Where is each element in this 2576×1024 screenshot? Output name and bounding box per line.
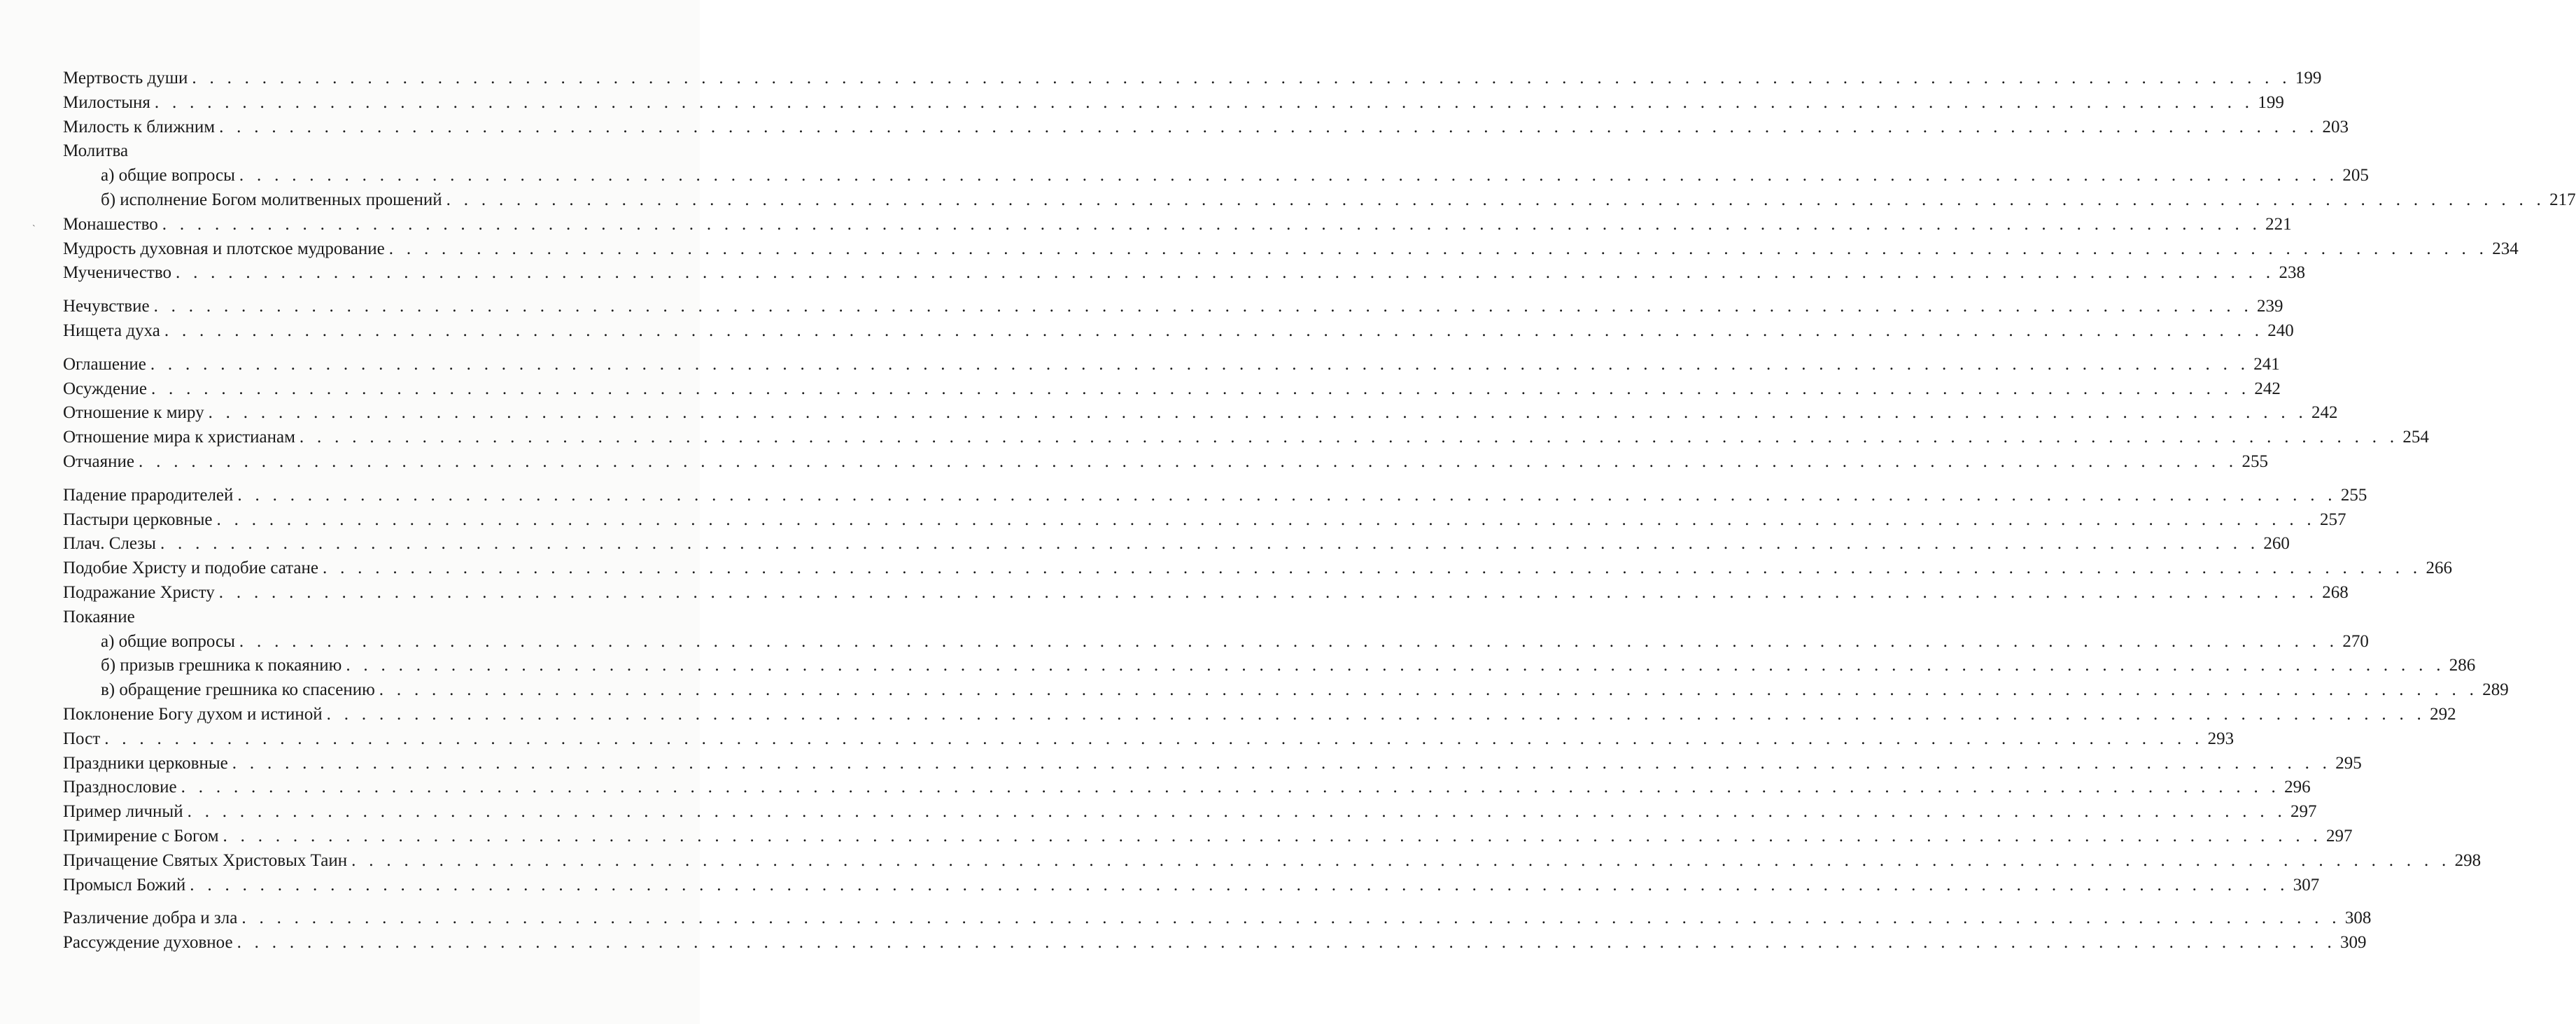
toc-entry-title: Мертвость души [63, 69, 188, 87]
toc-entry [63, 776, 2311, 800]
dot-leader: . . . . . . . . . . . . . . . . . . . . . . . . . . . . . . . . . . . . . . . . . . . . . . . . . . . . . . . . . . . . . . . . . . . . . . . . . . . . . . . . . . . . . . . . . . . . . . . . . . . . . . . . . . . . . . . . . . . . . . . . [239, 631, 2339, 651]
toc-entry [63, 377, 2281, 402]
toc-page-number: 295 [2335, 753, 2362, 773]
toc-entry-title: Поклонение Богу духом и истиной [63, 704, 323, 724]
toc-entry [63, 906, 2372, 931]
toc-entry-title: Пастыри церковные [63, 510, 213, 529]
toc-entry [63, 849, 2482, 874]
dot-leader: . . . . . . . . . . . . . . . . . . . . . . . . . . . . . . . . . . . . . . . . . . . . . . . . . . . . . . . . . . . . . . . . . . . . . . . . . . . . . . . . . . . . . . . . . . . . . . . . . . . . . . . . . . . . . . . . . . . . . . . . [216, 510, 2316, 529]
dot-leader: . . . . . . . . . . . . . . . . . . . . . . . . . . . . . . . . . . . . . . . . . . . . . . . . . . . . . . . . . . . . . . . . . . . . . . . . . . . . . . . . . . . . . . . . . . . . . . . . . . . . . . . . . . . . . . . . . . . . . . . . [104, 729, 2204, 748]
toc-entry-title: Осуждение [63, 379, 147, 398]
toc-entry-title: Примирение с Богом [63, 826, 219, 846]
toc-entry [63, 261, 2305, 286]
toc-entry [63, 295, 2283, 319]
toc-entry-title: Пример личный [63, 802, 183, 822]
toc-entry [63, 605, 631, 630]
toc-entry-title: Рассуждение духовное [63, 933, 233, 953]
toc-entry-title: Промысл Божий [63, 875, 186, 895]
toc-page-number: 270 [2342, 631, 2369, 651]
toc-entry-title: Праздники церковные [63, 753, 228, 773]
toc-group [63, 906, 2372, 955]
toc-entry [63, 426, 2429, 450]
toc-page-number: 203 [2322, 117, 2349, 136]
toc-entry-title: а) общие вопросы [101, 631, 235, 651]
dot-leader: . . . . . . . . . . . . . . . . . . . . . . . . . . . . . . . . . . . . . . . . . . . . . . . . . . . . . . . . . . . . . . . . . . . . . . . . . . . . . . . . . . . . . . . . . . . . . . . . . . . . . . . . . . . . . . . . . . . . . . . . [326, 704, 2426, 724]
toc-entry-title: Милостыня [63, 92, 150, 112]
toc-entry [63, 91, 2284, 115]
dot-leader: . . . . . . . . . . . . . . . . . . . . . . . . . . . . . . . . . . . . . . . . . . . . . . . . . . . . . . . . . . . . . . . . . . . . . . . . . . . . . . . . . . . . . . . . . . . . . . . . . . . . . . . . . . . . . . . . . . . . . . . . [223, 826, 2322, 846]
toc-page-number: 297 [2325, 826, 2353, 846]
toc-entry [63, 353, 2280, 377]
toc-entry-title: б) исполнение Богом молитвенных прошений [101, 190, 442, 209]
toc-entry [63, 484, 2367, 508]
toc-page-number: 238 [2279, 263, 2305, 283]
toc-entry [63, 508, 2346, 533]
dot-leader: . . . . . . . . . . . . . . . . . . . . . . . . . . . . . . . . . . . . . . . . . . . . . . . . . . . . . . . . . . . . . . . . . . . . . . . . . . . . . . . . . . . . . . . . . . . . . . . . . . . . . . . . . . . . . . . . . . . . . . . . [346, 656, 2445, 675]
toc-entry-title: Молитва [63, 141, 129, 161]
toc-group [63, 484, 2509, 898]
toc-entry [63, 450, 2268, 475]
toc-page-number: 217 [2549, 190, 2576, 209]
toc-entry-title: Монашество [63, 214, 158, 234]
toc-group [63, 353, 2429, 475]
toc-entry [63, 532, 2290, 556]
toc-page-number: 234 [2492, 239, 2519, 258]
toc-page-number: 289 [2482, 680, 2509, 700]
toc-entry-title: Падение прародителей [63, 485, 234, 505]
toc-entry-title: Оглашение [63, 354, 146, 374]
toc-entry-title: а) общие вопросы [101, 166, 235, 185]
dot-leader: . . . . . . . . . . . . . . . . . . . . . . . . . . . . . . . . . . . . . . . . . . . . . . . . . . . . . . . . . . . . . . . . . . . . . . . . . . . . . . . . . . . . . . . . . . . . . . . . . . . . . . . . . . . . . . . . . . . . . . . . [181, 778, 2281, 797]
toc-entry [63, 825, 2353, 849]
toc-subentry [63, 630, 2369, 654]
toc-page-number: 241 [2253, 354, 2280, 374]
dot-leader: . . . . . . . . . . . . . . . . . . . . . . . . . . . . . . . . . . . . . . . . . . . . . . . . . . . . . . . . . . . . . . . . . . . . . . . . . . . . . . . . . . . . . . . . . . . . . . . . . . . . . . . . . . . . . . . . . . . . . . . . [192, 69, 2291, 87]
toc-entry [63, 401, 2338, 426]
toc-page-number: 255 [2340, 485, 2367, 505]
toc-page-number: 268 [2322, 582, 2349, 602]
toc-entry-title: Пост [63, 729, 101, 748]
dot-leader: . . . . . . . . . . . . . . . . . . . . . . . . . . . . . . . . . . . . . . . . . . . . . . . . . . . . . . . . . . . . . . . . . . . . . . . . . . . . . . . . . . . . . . . . . . . . . . . . . . . . . . . . . . . . . . . . . . . . . . . . [322, 559, 2422, 578]
toc-subentry [63, 654, 2476, 678]
dot-leader: . . . . . . . . . . . . . . . . . . . . . . . . . . . . . . . . . . . . . . . . . . . . . . . . . . . . . . . . . . . . . . . . . . . . . . . . . . . . . . . . . . . . . . . . . . . . . . . . . . . . . . . . . . . . . . . . . . . . . . . . [232, 753, 2332, 773]
toc-page-number: 292 [2430, 704, 2456, 724]
toc-entry [63, 556, 2452, 581]
toc-page-number: 254 [2402, 428, 2429, 447]
toc-subentry [63, 188, 2576, 213]
dot-leader: . . . . . . . . . . . . . . . . . . . . . . . . . . . . . . . . . . . . . . . . . . . . . . . . . . . . . . . . . . . . . . . . . . . . . . . . . . . . . . . . . . . . . . . . . . . . . . . . . . . . . . . . . . . . . . . . . . . . . . . . [351, 850, 2451, 870]
toc-entry-title: Нищета духа [63, 321, 160, 340]
dot-leader: . . . . . . . . . . . . . . . . . . . . . . . . . . . . . . . . . . . . . . . . . . . . . . . . . . . . . . . . . . . . . . . . . . . . . . . . . . . . . . . . . . . . . . . . . . . . . . . . . . . . . . . . . . . . . . . . . . . . . . . . [219, 117, 2318, 136]
toc-entry [63, 874, 2320, 898]
toc-entry [63, 752, 2362, 776]
toc-entry [63, 115, 2349, 140]
dot-leader: . . . . . . . . . . . . . . . . . . . . . . . . . . . . . . . . . . . . . . . . . . . . . . . . . . . . . . . . . . . . . . . . . . . . . . . . . . . . . . . . . . . . . . . . . . . . . . . . . . . . . . . . . . . . . . . . . . . . . . . . [237, 485, 2337, 505]
toc-page-number: 286 [2449, 656, 2476, 675]
toc-entry-title: Покаяние [63, 607, 135, 626]
toc-entry-title: Отчаяние [63, 451, 135, 471]
toc-page-number: 293 [2207, 729, 2234, 748]
toc-page-number: 307 [2293, 875, 2320, 895]
toc-entry [63, 727, 2234, 752]
toc-entry-title: Мученичество [63, 263, 171, 283]
dot-leader: . . . . . . . . . . . . . . . . . . . . . . . . . . . . . . . . . . . . . . . . . . . . . . . . . . . . . . . . . . . . . . . . . . . . . . . . . . . . . . . . . . . . . . . . . . . . . . . . . . . . . . . . . . . . . . . . . . . . . . . . [241, 909, 2341, 928]
dot-leader: . . . . . . . . . . . . . . . . . . . . . . . . . . . . . . . . . . . . . . . . . . . . . . . . . . . . . . . . . . . . . . . . . . . . . . . . . . . . . . . . . . . . . . . . . . . . . . . . . . . . . . . . . . . . . . . . . . . . . . . . [218, 582, 2318, 602]
toc-entry [63, 319, 2294, 344]
toc-entry [63, 931, 2367, 955]
toc-entry [63, 237, 2519, 262]
dot-leader: . . . . . . . . . . . . . . . . . . . . . . . . . . . . . . . . . . . . . . . . . . . . . . . . . . . . . . . . . . . . . . . . . . . . . . . . . . . . . . . . . . . . . . . . . . . . . . . . . . . . . . . . . . . . . . . . . . . . . . . . [162, 214, 2262, 234]
toc-page-number: 240 [2267, 321, 2294, 340]
toc-entry-title: Подобие Христу и подобие сатане [63, 559, 318, 578]
toc-entry-title: Милость к ближним [63, 117, 216, 136]
dot-leader: . . . . . . . . . . . . . . . . . . . . . . . . . . . . . . . . . . . . . . . . . . . . . . . . . . . . . . . . . . . . . . . . . . . . . . . . . . . . . . . . . . . . . . . . . . . . . . . . . . . . . . . . . . . . . . . . . . . . . . . . [150, 354, 2250, 374]
stray-mark: ` [32, 224, 36, 234]
dot-leader: . . . . . . . . . . . . . . . . . . . . . . . . . . . . . . . . . . . . . . . . . . . . . . . . . . . . . . . . . . . . . . . . . . . . . . . . . . . . . . . . . . . . . . . . . . . . . . . . . . . . . . . . . . . . . . . . . . . . . . . . [446, 190, 2546, 209]
toc-entry [63, 703, 2456, 727]
toc-page-number: 255 [2241, 451, 2268, 471]
toc-entry-title: в) обращение грешника ко спасению [101, 680, 375, 700]
toc-page-number: 242 [2254, 379, 2281, 398]
toc-entry-title: Различение добра и зла [63, 909, 238, 928]
toc-entry [63, 66, 2322, 91]
dot-leader: . . . . . . . . . . . . . . . . . . . . . . . . . . . . . . . . . . . . . . . . . . . . . . . . . . . . . . . . . . . . . . . . . . . . . . . . . . . . . . . . . . . . . . . . . . . . . . . . . . . . . . . . . . . . . . . . . . . . . . . . [164, 321, 2264, 340]
toc-entry-title: Подражание Христу [63, 582, 215, 602]
toc-page-number: 239 [2257, 297, 2283, 316]
toc-page-number: 308 [2344, 909, 2372, 928]
toc-entry [63, 800, 2317, 825]
dot-leader: . . . . . . . . . . . . . . . . . . . . . . . . . . . . . . . . . . . . . . . . . . . . . . . . . . . . . . . . . . . . . . . . . . . . . . . . . . . . . . . . . . . . . . . . . . . . . . . . . . . . . . . . . . . . . . . . . . . . . . . . [239, 166, 2339, 185]
toc-entry-title: Празднословие [63, 778, 177, 797]
dot-leader: . . . . . . . . . . . . . . . . . . . . . . . . . . . . . . . . . . . . . . . . . . . . . . . . . . . . . . . . . . . . . . . . . . . . . . . . . . . . . . . . . . . . . . . . . . . . . . . . . . . . . . . . . . . . . . . . . . . . . . . . [388, 239, 2489, 258]
toc-page-number: 266 [2426, 559, 2452, 578]
dot-leader: . . . . . . . . . . . . . . . . . . . . . . . . . . . . . . . . . . . . . . . . . . . . . . . . . . . . . . . . . . . . . . . . . . . . . . . . . . . . . . . . . . . . . . . . . . . . . . . . . . . . . . . . . . . . . . . . . . . . . . . . [237, 933, 2337, 953]
toc-page-number: 242 [2311, 403, 2338, 423]
toc-entry [63, 213, 2292, 237]
dot-leader: . . . . . . . . . . . . . . . . . . . . . . . . . . . . . . . . . . . . . . . . . . . . . . . . . . . . . . . . . . . . . . . . . . . . . . . . . . . . . . . . . . . . . . . . . . . . . . . . . . . . . . . . . . . . . . . . . . . . . . . . [187, 802, 2287, 822]
toc-entry [63, 139, 631, 164]
toc-page-number: 257 [2319, 510, 2346, 529]
toc-entry-title: Нечувствие [63, 297, 150, 316]
table-of-contents [63, 66, 2576, 965]
dot-leader: . . . . . . . . . . . . . . . . . . . . . . . . . . . . . . . . . . . . . . . . . . . . . . . . . . . . . . . . . . . . . . . . . . . . . . . . . . . . . . . . . . . . . . . . . . . . . . . . . . . . . . . . . . . . . . . . . . . . . . . . [299, 428, 2399, 447]
dot-leader: . . . . . . . . . . . . . . . . . . . . . . . . . . . . . . . . . . . . . . . . . . . . . . . . . . . . . . . . . . . . . . . . . . . . . . . . . . . . . . . . . . . . . . . . . . . . . . . . . . . . . . . . . . . . . . . . . . . . . . . . [190, 875, 2289, 895]
dot-leader: . . . . . . . . . . . . . . . . . . . . . . . . . . . . . . . . . . . . . . . . . . . . . . . . . . . . . . . . . . . . . . . . . . . . . . . . . . . . . . . . . . . . . . . . . . . . . . . . . . . . . . . . . . . . . . . . . . . . . . . . [208, 403, 2308, 423]
dot-leader: . . . . . . . . . . . . . . . . . . . . . . . . . . . . . . . . . . . . . . . . . . . . . . . . . . . . . . . . . . . . . . . . . . . . . . . . . . . . . . . . . . . . . . . . . . . . . . . . . . . . . . . . . . . . . . . . . . . . . . . . [175, 263, 2275, 283]
dot-leader: . . . . . . . . . . . . . . . . . . . . . . . . . . . . . . . . . . . . . . . . . . . . . . . . . . . . . . . . . . . . . . . . . . . . . . . . . . . . . . . . . . . . . . . . . . . . . . . . . . . . . . . . . . . . . . . . . . . . . . . . [139, 451, 2238, 471]
dot-leader: . . . . . . . . . . . . . . . . . . . . . . . . . . . . . . . . . . . . . . . . . . . . . . . . . . . . . . . . . . . . . . . . . . . . . . . . . . . . . . . . . . . . . . . . . . . . . . . . . . . . . . . . . . . . . . . . . . . . . . . . [154, 92, 2254, 112]
toc-entry-title: Причащение Святых Христовых Таин [63, 850, 348, 870]
toc-entry-title: Отношение к миру [63, 403, 204, 423]
toc-page-number: 309 [2340, 933, 2367, 953]
dot-leader: . . . . . . . . . . . . . . . . . . . . . . . . . . . . . . . . . . . . . . . . . . . . . . . . . . . . . . . . . . . . . . . . . . . . . . . . . . . . . . . . . . . . . . . . . . . . . . . . . . . . . . . . . . . . . . . . . . . . . . . . [153, 297, 2253, 316]
dot-leader: . . . . . . . . . . . . . . . . . . . . . . . . . . . . . . . . . . . . . . . . . . . . . . . . . . . . . . . . . . . . . . . . . . . . . . . . . . . . . . . . . . . . . . . . . . . . . . . . . . . . . . . . . . . . . . . . . . . . . . . . [160, 534, 2260, 554]
toc-page-number: 297 [2290, 802, 2317, 822]
toc-page-number: 199 [2258, 92, 2284, 112]
toc-page-number: 296 [2284, 778, 2311, 797]
toc-entry-title: Отношение мира к христианам [63, 428, 295, 447]
toc-page-number: 205 [2342, 166, 2369, 185]
dot-leader: . . . . . . . . . . . . . . . . . . . . . . . . . . . . . . . . . . . . . . . . . . . . . . . . . . . . . . . . . . . . . . . . . . . . . . . . . . . . . . . . . . . . . . . . . . . . . . . . . . . . . . . . . . . . . . . . . . . . . . . . [379, 680, 2479, 700]
toc-group [63, 66, 2576, 286]
toc-entry [63, 581, 2349, 605]
toc-entry-title: Плач. Слезы [63, 534, 156, 554]
toc-subentry [63, 164, 2369, 188]
toc-page-number: 260 [2263, 534, 2290, 554]
toc-page-number: 298 [2454, 850, 2482, 870]
toc-group [63, 295, 2294, 344]
toc-entry-title: б) призыв грешника к покаянию [101, 656, 342, 675]
toc-page-number: 221 [2265, 214, 2292, 234]
toc-page-number: 199 [2295, 69, 2322, 87]
toc-subentry [63, 678, 2509, 703]
dot-leader: . . . . . . . . . . . . . . . . . . . . . . . . . . . . . . . . . . . . . . . . . . . . . . . . . . . . . . . . . . . . . . . . . . . . . . . . . . . . . . . . . . . . . . . . . . . . . . . . . . . . . . . . . . . . . . . . . . . . . . . . [150, 379, 2251, 398]
toc-entry-title: Мудрость духовная и плотское мудрование [63, 239, 385, 258]
